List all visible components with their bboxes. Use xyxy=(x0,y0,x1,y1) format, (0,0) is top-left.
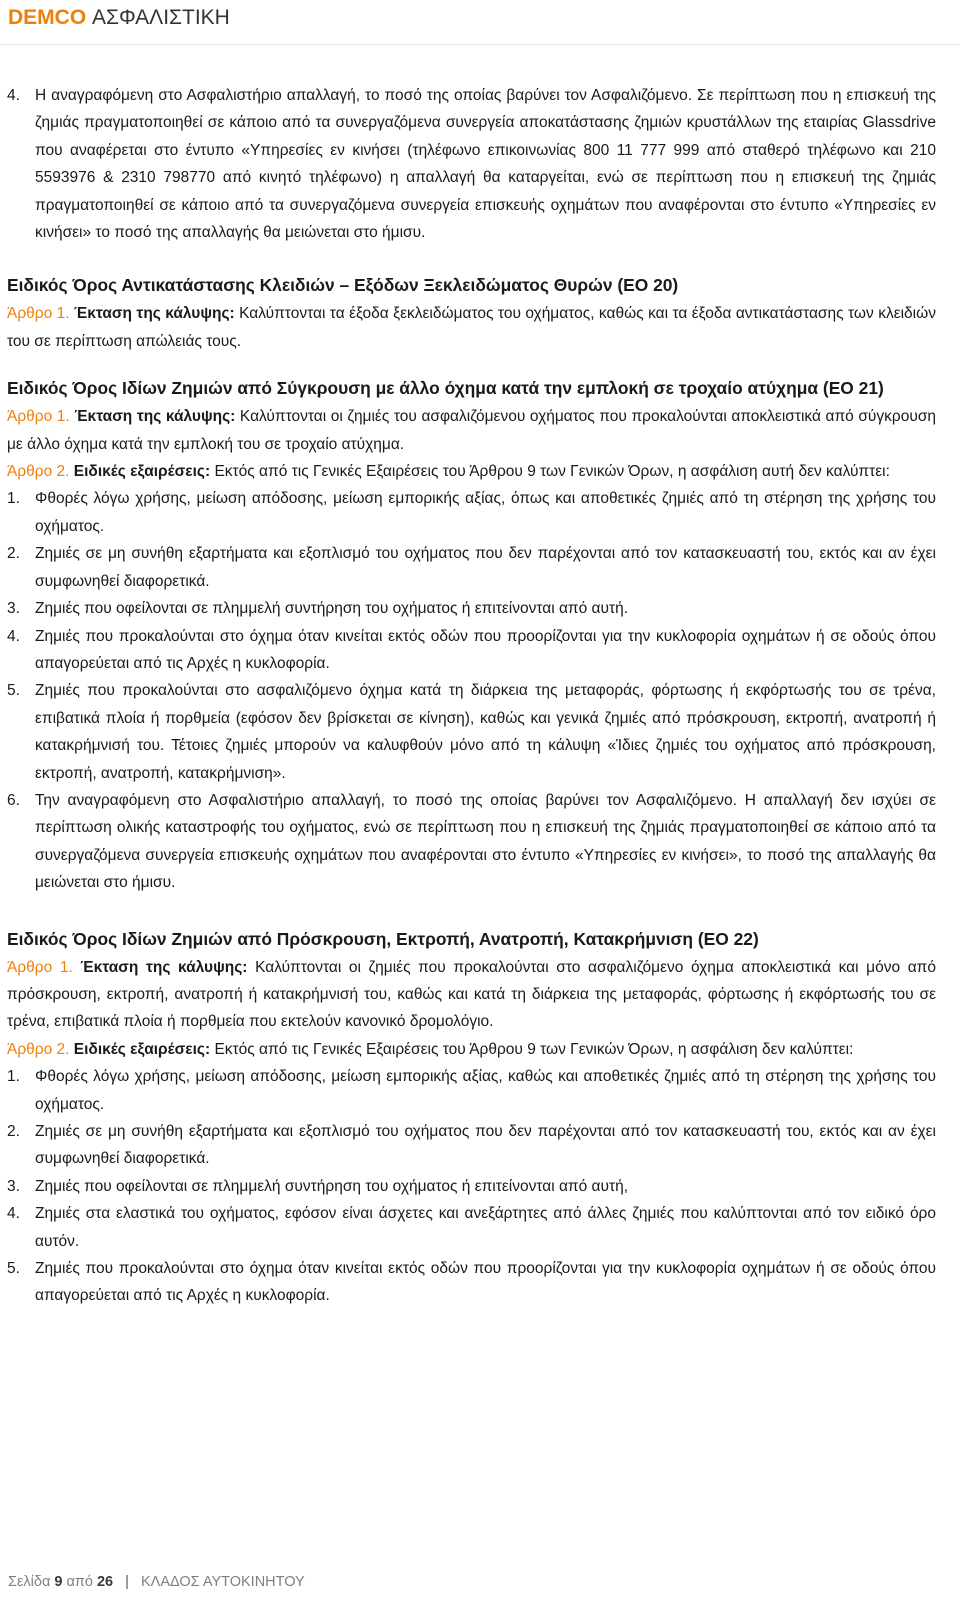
eo21-article-1 xyxy=(7,403,936,458)
brand-subtitle: ΑΣΦΑΛΙΣΤΙΚΗ xyxy=(92,6,230,29)
section-heading-eo21: Ειδικός Όρος Ιδίων Ζημιών από Σύγκρουση με άλλο όχημα κατά την εμπλοκή σε τροχαίο ατύχημα (ΕΟ 21) xyxy=(7,378,884,399)
list-item xyxy=(7,1063,936,1118)
list-item xyxy=(7,82,936,246)
article-title: Ειδικές εξαιρέσεις: xyxy=(73,1040,211,1058)
eo22-article-1 xyxy=(7,954,936,1036)
page-of-label: από xyxy=(66,1574,93,1590)
list-item-number: 4. xyxy=(7,1205,20,1223)
section-heading-eo22: Ειδικός Όρος Ιδίων Ζημιών από Πρόσκρουση, Εκτροπή, Ανατροπή, Κατακρήμνιση (ΕΟ 22) xyxy=(7,928,759,949)
section-name: ΚΛΑΔΟΣ ΑΥΤΟΚΙΝΗΤΟΥ xyxy=(140,1574,305,1590)
brand-logo-text: DEMCO xyxy=(8,6,87,29)
list-item-number: 2. xyxy=(7,545,20,563)
list-item-number: 1. xyxy=(7,490,20,508)
footer-separator: | xyxy=(125,1574,129,1590)
page-label: Σελίδα xyxy=(8,1574,51,1590)
eo22-exclusions-list xyxy=(7,1063,936,1310)
list-item-number: 5. xyxy=(7,682,20,700)
list-item-text: Ζημιές που προκαλούνται στο όχημα όταν κινείται εκτός οδών που προορίζονται για την κυκλοφορία οχημάτων ή σε οδούς όπου απαγορεύεται από τις Αρχές η κυκλοφορία. xyxy=(35,1260,936,1305)
list-item xyxy=(7,1255,936,1310)
list-item-number: 5. xyxy=(7,1260,20,1278)
page-current: 9 xyxy=(54,1574,63,1590)
list-item xyxy=(7,677,936,787)
article-label: Άρθρο 2. xyxy=(7,463,70,481)
article-label: Άρθρο 2. xyxy=(7,1040,70,1058)
list-item-text: Ζημιές στα ελαστικά του οχήματος, εφόσον είναι άσχετες και ανεξάρτητες από άλλες ζημιές που καλύπτονται από τον ειδικό όρο αυτόν. xyxy=(35,1205,936,1250)
document-header xyxy=(8,3,230,33)
list-item-text: Φθορές λόγω χρήσης, μείωση απόδοσης, μείωση εμπορικής αξίας, όπως και αποθετικές ζημιές από τη στέρηση της χρήσης του οχήματος. xyxy=(35,490,936,535)
article-title: Έκταση της κάλυψης: xyxy=(80,958,248,976)
intro-list xyxy=(7,82,936,246)
article-text: Εκτός από τις Γενικές Εξαιρέσεις του Άρθρου 9 των Γενικών Όρων, η ασφάλιση αυτή δεν καλύπτει: xyxy=(214,463,890,481)
page-footer xyxy=(8,1572,305,1592)
list-item-text: Ζημιές που προκαλούνται στο όχημα όταν κινείται εκτός οδών που προορίζονται για την κυκλοφορία οχημάτων ή σε οδούς όπου απαγορεύεται από τις Αρχές η κυκλοφορία. xyxy=(35,627,936,672)
list-item-number: 4. xyxy=(7,87,20,104)
list-item-text: Η αναγραφόμενη στο Ασφαλιστήριο απαλλαγή, το ποσό της οποίας βαρύνει τον Ασφαλιζόμενο. Σε περίπτωση που η επισκευή της ζημιάς πραγματοποιηθεί σε κάποιο από τα συνεργαζόμενα συνεργεία αποκατάστασης ζημιών κρυστάλλων της εταιρίας Glassdrive που αναφέρεται στο έντυπο «Υπηρεσίες εν κινήσει (τηλέφωνο επικοινωνίας 800 11 777 999 από σταθερό τηλέφωνο και 210 5593976 & 2310 798770 από κινητό τηλέφωνο) η απαλλαγή θα καταργείται, ενώ σε περίπτωση που η επισκευή της ζημιάς πραγματοποιηθεί σε κάποιο από τα συνεργαζόμενα συνεργεία επισκευής οχημάτων που αναφέρονται στο έντυπο «Υπηρεσίες εν κινήσει» το ποσό της απαλλαγής θα μειώνεται στο ήμισυ. xyxy=(35,87,936,242)
list-item-text: Ζημιές σε μη συνήθη εξαρτήματα και εξοπλισμό του οχήματος που δεν παρέχονται από τον κατασκευαστή του, εκτός και αν έχει συμφωνηθεί διαφορετικά. xyxy=(35,545,936,590)
header-divider xyxy=(0,44,960,45)
list-item-text: Την αναγραφόμενη στο Ασφαλιστήριο απαλλαγή, το ποσό της οποίας βαρύνει τον Ασφαλιζόμενο. Η απαλλαγή δεν ισχύει σε περίπτωση ολικής καταστροφής του οχήματος, ενώ σε περίπτωση που η επισκευή της ζημιάς πραγματοποιηθεί σε κάποιο από τα συνεργαζόμενα συνεργεία επισκευής οχημάτων που αναφέρονται στο έντυπο «Υπηρεσίες εν κινήσει», το ποσό της απαλλαγής θα μειώνεται στο ήμισυ. xyxy=(35,791,936,892)
eo22-article-2 xyxy=(7,1036,936,1063)
eo21-article-2 xyxy=(7,458,936,485)
list-item-number: 2. xyxy=(7,1123,20,1140)
article-text: Καλύπτονται τα έξοδα ξεκλειδώματος του οχήματος, καθώς και τα έξοδα αντικατάστασης των κλειδιών του σε περίπτωση απώλειάς τους. xyxy=(7,305,936,350)
article-label: Άρθρο 1. xyxy=(7,958,73,976)
list-item xyxy=(7,623,936,678)
list-item xyxy=(7,1173,936,1200)
article-label: Άρθρο 1. xyxy=(7,408,70,426)
list-item-text: Φθορές λόγω χρήσης, μείωση απόδοσης, μείωση εμπορικής αξίας, καθώς και αποθετικές ζημιές από τη στέρηση της χρήσης του οχήματος. xyxy=(35,1068,936,1113)
eo21-exclusions-list xyxy=(7,485,936,896)
article-text: Καλύπτονται οι ζημιές του ασφαλιζόμενου οχήματος που προκαλούνται αποκλειστικά από σύγκρουση με άλλο όχημα κατά την εμπλοκή του σε τροχαίο ατύχημα. xyxy=(7,408,937,453)
article-text: Εκτός από τις Γενικές Εξαιρέσεις του Άρθρου 9 των Γενικών Όρων, η ασφάλιση δεν καλύπτει: xyxy=(214,1040,854,1058)
page-total: 26 xyxy=(96,1574,114,1590)
list-item-number: 3. xyxy=(7,1177,20,1195)
list-item-number: 1. xyxy=(7,1068,20,1086)
list-item-number: 6. xyxy=(7,791,20,809)
list-item xyxy=(7,1118,936,1173)
document-body xyxy=(7,82,936,1310)
list-item-number: 4. xyxy=(7,627,20,645)
list-item xyxy=(7,1200,936,1255)
list-item-text: Ζημιές που οφείλονται σε πλημμελή συντήρηση του οχήματος ή επιτείνονται από αυτή. xyxy=(35,600,629,618)
list-item xyxy=(7,485,936,540)
section-heading-eo20: Ειδικός Όρος Αντικατάστασης Κλειδιών – Εξόδων Ξεκλειδώματος Θυρών (ΕΟ 20) xyxy=(7,275,679,296)
article-title: Έκταση της κάλυψης: xyxy=(74,408,236,426)
list-item xyxy=(7,595,936,622)
article-text: Καλύπτονται οι ζημιές που προκαλούνται στο ασφαλιζόμενο όχημα αποκλειστικά και μόνο από πρόσκρουση, εκτροπή, ανατροπή ή κατακρήμνισή του, καθώς και κατά τη διάρκεια της μεταφοράς, φόρτωσης ή εκφόρτωσής του σε τρένα, επιβατικά πλοία ή πορθμεία που εκτελούν κανονικό δρομολόγιο. xyxy=(7,958,936,1031)
eo20-article-1 xyxy=(7,300,936,355)
article-title: Ειδικές εξαιρέσεις: xyxy=(73,463,211,481)
list-item-text: Ζημιές που προκαλούνται στο ασφαλιζόμενο όχημα κατά τη διάρκεια της μεταφοράς, φόρτωσης ή εκφόρτωσής του σε τρένα, επιβατικά πλοία ή πορθμεία (εφόσον δεν βρίσκεται σε κίνηση), καθώς και γενικά ζημιές από πρόσκρουση, εκτροπή, ανατροπή ή κατακρήμνισή του. Τέτοιες ζημιές μπορούν να καλυφθούν μόνο από τη κάλυψη «Ίδιες ζημιές του οχήματος από πρόσκρουση, εκτροπή, ανατροπή, κατακρήμνιση». xyxy=(35,682,936,782)
list-item xyxy=(7,540,936,595)
list-item-number: 3. xyxy=(7,600,20,618)
list-item-text: Ζημιές σε μη συνήθη εξαρτήματα και εξοπλισμό του οχήματος που δεν παρέχονται από τον κατασκευαστή του, εκτός και αν έχει συμφωνηθεί διαφορετικά. xyxy=(35,1123,936,1168)
article-title: Έκταση της κάλυψης: xyxy=(74,305,235,323)
list-item-text: Ζημιές που οφείλονται σε πλημμελή συντήρηση του οχήματος ή επιτείνονται από αυτή, xyxy=(35,1177,629,1195)
list-item xyxy=(7,787,936,897)
article-label: Άρθρο 1. xyxy=(7,305,70,323)
